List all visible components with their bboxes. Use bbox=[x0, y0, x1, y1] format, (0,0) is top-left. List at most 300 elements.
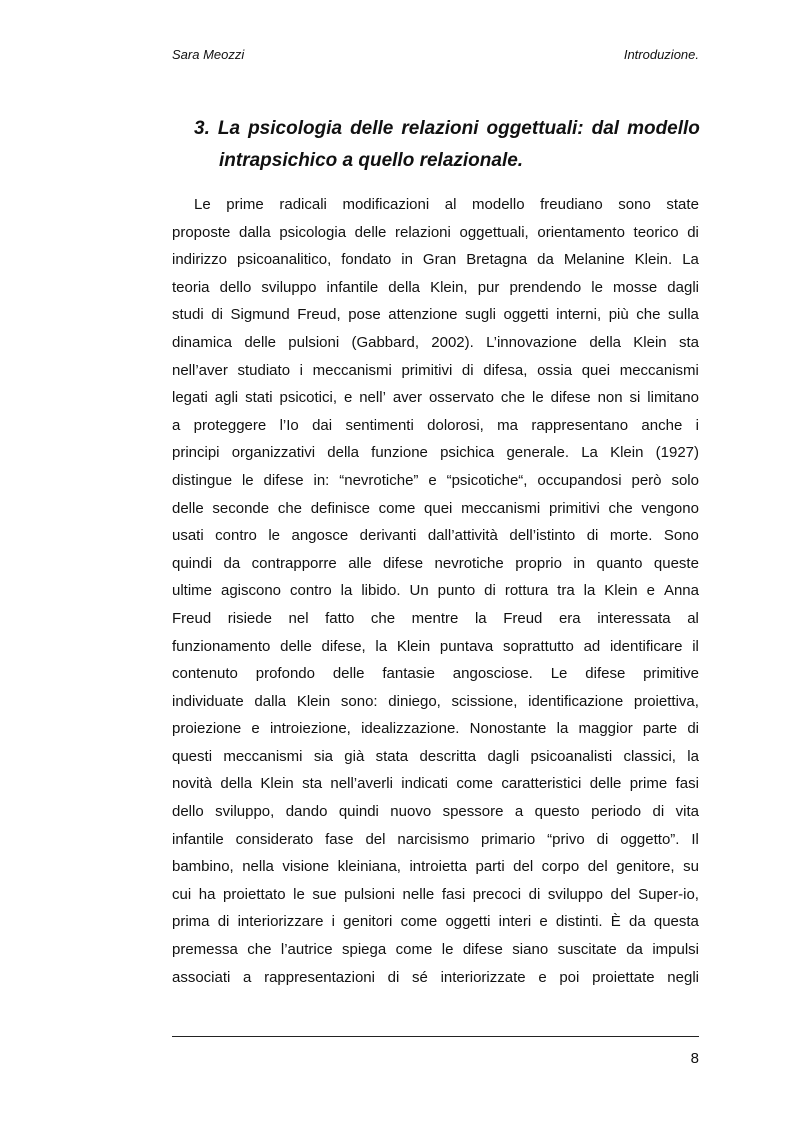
body-word: che bbox=[370, 609, 396, 627]
body-word: La bbox=[682, 251, 699, 269]
body-word: sviluppo bbox=[261, 278, 317, 296]
body-line bbox=[172, 384, 699, 412]
body-word: diniego, bbox=[388, 692, 441, 710]
body-word: della bbox=[327, 444, 359, 462]
body-word: Klein bbox=[260, 775, 294, 793]
body-word: ha bbox=[198, 885, 216, 903]
body-word: interi bbox=[498, 913, 532, 931]
body-word: sviluppo, bbox=[215, 803, 275, 821]
body-word: proprio bbox=[515, 554, 562, 572]
title-word: modello bbox=[627, 118, 700, 139]
body-word: Gran bbox=[422, 251, 457, 269]
body-word: Un bbox=[409, 582, 429, 600]
body-word: scissione, bbox=[451, 692, 518, 710]
body-word: Super-io, bbox=[638, 885, 699, 903]
body-word: introietta bbox=[409, 858, 467, 876]
body-word: da bbox=[626, 941, 643, 959]
body-word: modello bbox=[472, 196, 525, 213]
body-word: studi bbox=[172, 306, 204, 324]
body-word: i bbox=[695, 416, 699, 434]
body-word: le bbox=[241, 471, 254, 489]
body-word: la bbox=[687, 747, 699, 765]
body-word: stati bbox=[245, 389, 273, 407]
body-word: come bbox=[378, 499, 416, 517]
body-word: dello bbox=[219, 278, 252, 296]
body-word: genitori bbox=[343, 913, 393, 931]
body-word: generale. bbox=[506, 444, 570, 462]
body-word: in bbox=[401, 251, 413, 269]
title-word: oggettuali: bbox=[486, 118, 584, 139]
body-word: osservato bbox=[428, 389, 494, 407]
body-word: spessore bbox=[442, 803, 504, 821]
body-word: a bbox=[172, 416, 181, 434]
body-word: parte bbox=[642, 720, 678, 738]
body-word: corpo bbox=[541, 858, 580, 876]
body-word: primario bbox=[481, 830, 536, 848]
body-word: radicali bbox=[279, 196, 327, 213]
body-word: e bbox=[538, 968, 547, 986]
body-word: funzionamento bbox=[172, 637, 271, 655]
body-word: proteggere bbox=[193, 416, 267, 434]
body-line bbox=[172, 191, 699, 219]
section-title bbox=[194, 113, 700, 177]
body-word: vita bbox=[675, 803, 699, 821]
body-word: infantile bbox=[172, 830, 224, 848]
body-line bbox=[172, 715, 699, 743]
body-word: nel bbox=[288, 609, 309, 627]
body-word: quanto bbox=[596, 554, 643, 572]
body-word: delle bbox=[280, 637, 312, 655]
body-word: del bbox=[513, 858, 534, 876]
body-word: questi bbox=[172, 747, 213, 765]
body-word: al bbox=[444, 196, 457, 213]
body-word: sugli bbox=[465, 306, 496, 324]
body-line bbox=[172, 881, 699, 909]
body-word: si bbox=[629, 389, 641, 407]
body-word: Le bbox=[550, 665, 568, 683]
body-word: queste bbox=[653, 554, 699, 572]
body-word: di bbox=[484, 582, 496, 600]
body-word: distingue bbox=[172, 471, 233, 489]
body-word: dello bbox=[172, 803, 204, 821]
body-word: delle bbox=[332, 665, 365, 683]
body-word: l’Io bbox=[279, 416, 299, 434]
body-word: nell’averli bbox=[330, 775, 393, 793]
body-word: sta bbox=[678, 333, 699, 351]
body-word: maggior bbox=[578, 720, 633, 738]
body-word: come bbox=[395, 941, 433, 959]
body-word: di bbox=[652, 803, 665, 821]
body-word: psicologia bbox=[279, 223, 347, 241]
body-word: ossia bbox=[537, 361, 573, 379]
body-word: contro bbox=[215, 527, 257, 545]
body-word: rappresentazioni bbox=[264, 968, 375, 986]
body-word: usati bbox=[172, 527, 204, 545]
body-word: spiega bbox=[342, 941, 387, 959]
body-word: della bbox=[589, 333, 622, 351]
body-word: prendendo bbox=[509, 278, 582, 296]
section-title-line-2: intrapsichico a quello relazionale. bbox=[219, 150, 524, 171]
body-word: agiscono bbox=[220, 582, 282, 600]
body-line bbox=[172, 274, 699, 302]
body-word: primitivi bbox=[401, 361, 453, 379]
body-word: dando bbox=[285, 803, 328, 821]
body-word: interiorizzare bbox=[237, 913, 324, 931]
body-word: al bbox=[687, 609, 699, 627]
body-word: i bbox=[331, 913, 335, 931]
body-paragraph bbox=[172, 191, 699, 991]
body-word: a bbox=[243, 968, 252, 986]
body-word: sono bbox=[618, 196, 651, 213]
body-word: puntava bbox=[439, 637, 494, 655]
body-word: orientamento bbox=[537, 223, 625, 241]
body-word: agli bbox=[214, 389, 239, 407]
body-word: mosse bbox=[613, 278, 658, 296]
body-word: difese bbox=[585, 665, 626, 683]
body-word: solo bbox=[671, 471, 699, 489]
body-word: meccanismi bbox=[223, 747, 303, 765]
body-word: che bbox=[608, 499, 633, 517]
body-word: delle bbox=[354, 223, 387, 241]
body-word: interiorizzate bbox=[440, 968, 526, 986]
body-word: difesa, bbox=[483, 361, 528, 379]
body-word: dagli bbox=[667, 278, 699, 296]
body-word: dalla bbox=[254, 692, 287, 710]
body-word: soprattutto bbox=[502, 637, 574, 655]
body-word: dall’attività bbox=[427, 527, 498, 545]
body-word: e bbox=[539, 913, 548, 931]
body-word: L’innovazione bbox=[486, 333, 578, 351]
body-word: nell’ bbox=[359, 389, 386, 407]
body-line bbox=[172, 577, 699, 605]
body-word: difese bbox=[550, 389, 591, 407]
body-word: precoci bbox=[472, 885, 522, 903]
body-word: seconde bbox=[212, 499, 270, 517]
body-word: “privo bbox=[547, 830, 585, 848]
body-word: considerato bbox=[235, 830, 314, 848]
body-word: della bbox=[388, 278, 420, 296]
body-word: meccanismi bbox=[461, 499, 541, 517]
body-word: le bbox=[293, 885, 305, 903]
body-word: già bbox=[344, 747, 365, 765]
body-line bbox=[172, 660, 699, 688]
body-line bbox=[172, 467, 699, 495]
body-word: questa bbox=[653, 913, 699, 931]
body-word: meccanismi bbox=[312, 361, 392, 379]
body-word: kleiniana, bbox=[337, 858, 401, 876]
title-word: 3. bbox=[194, 118, 210, 139]
body-word: ultime bbox=[172, 582, 213, 600]
body-word: oggetti bbox=[503, 306, 549, 324]
body-line bbox=[172, 412, 699, 440]
body-word: del bbox=[365, 830, 386, 848]
body-word: fondato bbox=[341, 251, 392, 269]
body-line bbox=[172, 770, 699, 798]
body-word: che bbox=[277, 499, 303, 517]
body-word: alle bbox=[348, 554, 372, 572]
body-word: distinti. bbox=[555, 913, 603, 931]
body-word: nuovo bbox=[390, 803, 432, 821]
body-word: risiede bbox=[227, 609, 272, 627]
body-word: la bbox=[474, 609, 487, 627]
body-word: che bbox=[247, 941, 272, 959]
body-word: i bbox=[299, 361, 304, 379]
body-word: periodo bbox=[591, 803, 642, 821]
header-author: Sara Meozzi bbox=[172, 47, 245, 62]
body-word: È bbox=[610, 913, 621, 931]
body-word: 2002). bbox=[431, 333, 474, 351]
body-word: descritta bbox=[419, 747, 477, 765]
body-word: quindi bbox=[172, 554, 213, 572]
title-word: La bbox=[217, 118, 241, 139]
body-word: come bbox=[400, 913, 438, 931]
body-word: Nonostante bbox=[469, 720, 547, 738]
body-word: di bbox=[687, 223, 699, 241]
body-word: però bbox=[631, 471, 662, 489]
header-chapter: Introduzione. bbox=[623, 47, 699, 62]
body-word: La bbox=[581, 444, 598, 462]
body-word: profondo bbox=[255, 665, 315, 683]
body-word: da bbox=[628, 913, 646, 931]
body-word: limitano bbox=[647, 389, 699, 407]
body-word: idealizzazione. bbox=[361, 720, 460, 738]
body-word: sono: bbox=[340, 692, 378, 710]
body-word: più bbox=[608, 306, 629, 324]
body-word: e bbox=[646, 582, 655, 600]
body-word: di bbox=[217, 913, 230, 931]
body-word: delle bbox=[244, 333, 277, 351]
body-word: ad bbox=[583, 637, 601, 655]
body-line bbox=[172, 743, 699, 771]
body-word: nella bbox=[242, 858, 274, 876]
footer-divider bbox=[172, 1036, 699, 1037]
body-word: narcisismo bbox=[397, 830, 470, 848]
body-word: e bbox=[251, 720, 260, 738]
body-word: contrapporre bbox=[251, 554, 337, 572]
body-line bbox=[172, 550, 699, 578]
body-word: in: bbox=[313, 471, 330, 489]
body-word: di bbox=[528, 885, 541, 903]
body-word: del bbox=[587, 858, 608, 876]
body-word: sia bbox=[313, 747, 333, 765]
body-word: proiettate bbox=[592, 968, 655, 986]
body-word: vengono bbox=[641, 499, 699, 517]
body-word: anche bbox=[641, 416, 683, 434]
body-word: teorico bbox=[633, 223, 679, 241]
body-word: rappresentano bbox=[531, 416, 629, 434]
body-word: Sigmund bbox=[230, 306, 290, 324]
body-word: aver bbox=[392, 389, 423, 407]
body-word: indirizzo bbox=[172, 251, 228, 269]
body-word: nell’aver bbox=[172, 361, 228, 379]
body-word: identificazione bbox=[528, 692, 624, 710]
body-word: fase bbox=[325, 830, 354, 848]
body-word: morte. bbox=[609, 527, 653, 545]
body-word: che bbox=[636, 306, 661, 324]
body-word: principi bbox=[172, 444, 220, 462]
body-line bbox=[172, 439, 699, 467]
body-word: individuate bbox=[172, 692, 244, 710]
title-word: dal bbox=[591, 118, 620, 139]
body-word: Klein bbox=[610, 444, 644, 462]
body-word: identificare bbox=[609, 637, 683, 655]
body-word: psicoanalisti bbox=[530, 747, 613, 765]
body-word: mentre bbox=[411, 609, 459, 627]
body-word: il bbox=[692, 637, 699, 655]
body-word: parti bbox=[475, 858, 505, 876]
body-word: Klein, bbox=[430, 278, 468, 296]
body-word: del bbox=[610, 885, 631, 903]
body-line bbox=[172, 246, 699, 274]
body-line bbox=[172, 688, 699, 716]
body-word: dolorosi, bbox=[427, 416, 484, 434]
body-word: attenzione bbox=[388, 306, 458, 324]
body-word: difese bbox=[263, 471, 304, 489]
body-word: state bbox=[666, 196, 699, 213]
body-word: occupandosi bbox=[537, 471, 622, 489]
body-word: di bbox=[687, 720, 699, 738]
body-word: la bbox=[375, 637, 388, 655]
body-word: fatto bbox=[325, 609, 355, 627]
body-word: studiato bbox=[237, 361, 291, 379]
body-line bbox=[172, 633, 699, 661]
body-word: Le bbox=[194, 196, 211, 213]
body-word: le bbox=[532, 389, 544, 407]
body-word: introiezione, bbox=[269, 720, 351, 738]
body-word: difese, bbox=[321, 637, 366, 655]
body-word: fasi bbox=[675, 775, 699, 793]
body-word: classici, bbox=[623, 747, 676, 765]
body-word: in bbox=[573, 554, 586, 572]
body-word: pulsioni bbox=[344, 885, 395, 903]
body-word: legati bbox=[172, 389, 208, 407]
body-word: ma bbox=[497, 416, 519, 434]
body-word: impulsi bbox=[652, 941, 699, 959]
body-word: a bbox=[514, 803, 524, 821]
body-word: difese bbox=[383, 554, 424, 572]
body-word: indicati bbox=[401, 775, 448, 793]
body-word: punto bbox=[437, 582, 476, 600]
body-word: infantile bbox=[326, 278, 379, 296]
body-word: Klein. bbox=[634, 251, 673, 269]
body-word: come bbox=[456, 775, 493, 793]
body-word: e bbox=[343, 389, 353, 407]
body-word: che bbox=[500, 389, 526, 407]
body-line bbox=[172, 605, 699, 633]
body-word: primitivi bbox=[548, 499, 600, 517]
body-word: libido. bbox=[361, 582, 401, 600]
body-word: Il bbox=[691, 830, 699, 848]
body-word: “psicotiche“, bbox=[446, 471, 528, 489]
body-word: dalla bbox=[239, 223, 271, 241]
body-word: derivanti bbox=[359, 527, 417, 545]
body-word: quei bbox=[581, 361, 611, 379]
body-word: la bbox=[340, 582, 353, 600]
body-word: di bbox=[461, 361, 474, 379]
body-word: Freud bbox=[503, 609, 543, 627]
body-word: sentimenti bbox=[345, 416, 414, 434]
body-line bbox=[172, 357, 699, 385]
body-word: delle bbox=[172, 499, 204, 517]
body-word: Melanine bbox=[563, 251, 625, 269]
body-line bbox=[172, 495, 699, 523]
body-word: Klein bbox=[633, 333, 667, 351]
body-word: quei bbox=[424, 499, 453, 517]
body-word: Sono bbox=[663, 527, 699, 545]
body-word: di bbox=[211, 306, 223, 324]
body-word: da bbox=[537, 251, 554, 269]
body-word: proposte bbox=[172, 223, 231, 241]
body-word: proiettiva, bbox=[633, 692, 699, 710]
body-word: oggetti bbox=[445, 913, 491, 931]
body-word: associati bbox=[172, 968, 231, 986]
body-word: proiettato bbox=[223, 885, 286, 903]
body-word: fantasie bbox=[382, 665, 435, 683]
body-word: Klein bbox=[296, 692, 331, 710]
body-word: poi bbox=[559, 968, 580, 986]
body-line bbox=[172, 964, 699, 992]
body-word: quindi bbox=[338, 803, 379, 821]
body-line bbox=[172, 219, 699, 247]
body-word: psicotici, bbox=[279, 389, 338, 407]
body-word: caratteristici bbox=[501, 775, 582, 793]
body-word: sulla bbox=[668, 306, 699, 324]
body-word: nelle bbox=[402, 885, 435, 903]
body-word: l’autrice bbox=[280, 941, 333, 959]
page-number: 8 bbox=[690, 1050, 699, 1067]
title-word: relazioni bbox=[401, 118, 479, 139]
body-line bbox=[172, 522, 699, 550]
body-word: siano bbox=[512, 941, 549, 959]
body-word: sviluppo bbox=[547, 885, 603, 903]
body-word: pur bbox=[477, 278, 500, 296]
body-word: funzione bbox=[371, 444, 428, 462]
body-line bbox=[172, 853, 699, 881]
body-word: psichica bbox=[440, 444, 495, 462]
body-word: di bbox=[586, 527, 599, 545]
body-word: era bbox=[558, 609, 581, 627]
body-word: oggettuali, bbox=[459, 223, 529, 241]
body-line bbox=[172, 936, 699, 964]
body-word: le bbox=[441, 941, 454, 959]
body-word: questo bbox=[534, 803, 580, 821]
body-line bbox=[172, 826, 699, 854]
body-word: difese bbox=[462, 941, 503, 959]
body-word: relazioni bbox=[395, 223, 451, 241]
body-word: pulsioni bbox=[288, 333, 340, 351]
title-word: delle bbox=[350, 118, 394, 139]
body-word: rottura bbox=[504, 582, 549, 600]
body-word: oggetto”. bbox=[620, 830, 680, 848]
body-word: teoria bbox=[172, 278, 210, 296]
body-word: sta bbox=[302, 775, 323, 793]
body-line bbox=[172, 329, 699, 357]
body-word: prime bbox=[629, 775, 668, 793]
body-word: su bbox=[683, 858, 699, 876]
body-word: Freud, bbox=[297, 306, 341, 324]
body-word: angosciose. bbox=[452, 665, 533, 683]
body-word: interessata bbox=[597, 609, 671, 627]
body-word: modificazioni bbox=[342, 196, 430, 213]
body-line bbox=[172, 798, 699, 826]
body-word: dinamica bbox=[172, 333, 233, 351]
body-word: (Gabbard, bbox=[351, 333, 419, 351]
body-word: pose bbox=[348, 306, 381, 324]
body-word: la bbox=[556, 720, 569, 738]
body-word: nevrotiche bbox=[434, 554, 504, 572]
body-word: prima bbox=[172, 913, 210, 931]
body-word: definisce bbox=[310, 499, 370, 517]
